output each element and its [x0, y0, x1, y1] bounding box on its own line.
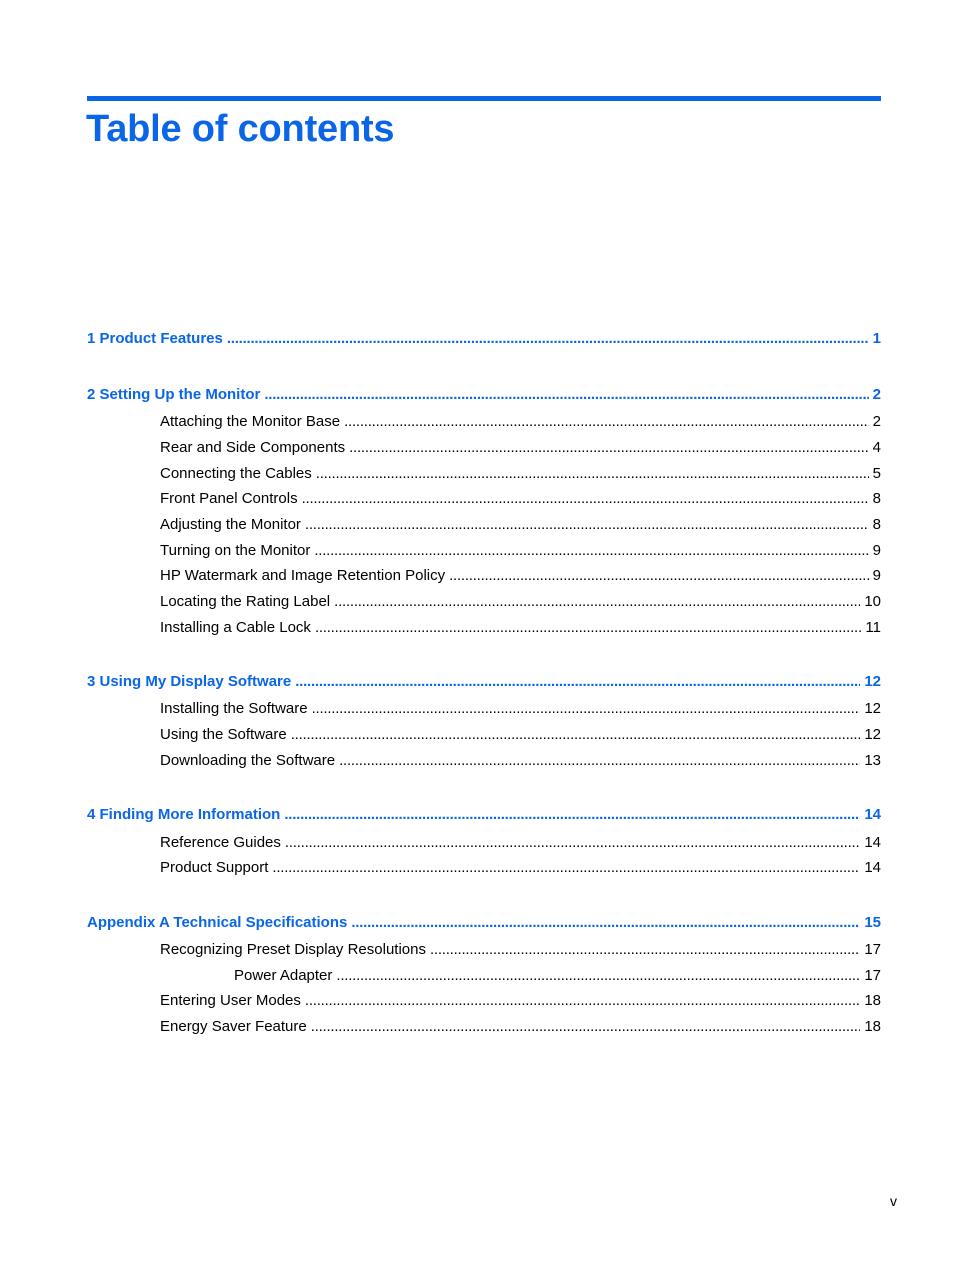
toc-entry-page: 18 — [864, 1018, 881, 1035]
toc-dot-leader — [302, 489, 869, 509]
toc-entry-label: Front Panel Controls — [160, 490, 298, 507]
toc-entry-page: 15 — [864, 914, 881, 931]
toc-chapter-link[interactable] — [87, 913, 881, 933]
toc-dot-leader — [336, 966, 860, 986]
toc-dot-leader — [291, 725, 861, 745]
toc-entry-page: 10 — [864, 593, 881, 610]
toc-section-link[interactable] — [160, 699, 881, 719]
toc-entry-page: 8 — [872, 516, 881, 533]
toc-dot-leader — [264, 385, 868, 405]
toc-chapter-link[interactable] — [87, 805, 881, 825]
toc-dot-leader — [316, 464, 869, 484]
toc-entry-page: 12 — [864, 726, 881, 743]
toc-entry-label: Energy Saver Feature — [160, 1018, 307, 1035]
toc-entry-page: 5 — [872, 465, 881, 482]
toc-entry-page: 9 — [872, 567, 881, 584]
toc-entry-page: 13 — [864, 752, 881, 769]
toc-entry-label: Installing a Cable Lock — [160, 619, 311, 636]
toc-section-link[interactable] — [160, 725, 881, 745]
toc-entry-label: Recognizing Preset Display Resolutions — [160, 941, 426, 958]
toc-dot-leader — [351, 913, 860, 933]
toc-section-link[interactable] — [160, 541, 881, 561]
toc-section-link[interactable] — [160, 412, 881, 432]
page-title: Table of contents — [86, 108, 395, 150]
toc-entry-page: 12 — [864, 700, 881, 717]
toc-dot-leader — [305, 991, 860, 1011]
toc-dot-leader — [272, 858, 860, 878]
toc-entry-page: 17 — [864, 941, 881, 958]
toc-dot-leader — [315, 618, 861, 638]
toc-section-link[interactable] — [160, 618, 881, 638]
toc-section-link[interactable] — [160, 1017, 881, 1037]
toc-dot-leader — [284, 805, 860, 825]
toc-chapter-link[interactable] — [87, 672, 881, 692]
toc-entry-label: Connecting the Cables — [160, 465, 312, 482]
toc-entry-label: 1 Product Features — [87, 330, 223, 347]
toc-entry-label: HP Watermark and Image Retention Policy — [160, 567, 446, 584]
toc-entry-label: 3 Using My Display Software — [87, 673, 292, 690]
toc-dot-leader — [227, 329, 869, 349]
toc-section-link[interactable] — [160, 940, 881, 960]
toc-dot-leader — [295, 672, 860, 692]
toc-chapter-link[interactable] — [87, 385, 881, 405]
toc-entry-page: 17 — [864, 967, 881, 984]
toc-entry-page: 8 — [872, 490, 881, 507]
toc-section-link[interactable] — [160, 489, 881, 509]
toc-entry-label: Turning on the Monitor — [160, 542, 311, 559]
toc-section-link[interactable] — [160, 566, 881, 586]
page-number: v — [890, 1193, 897, 1209]
toc-dot-leader — [430, 940, 860, 960]
toc-entry-label: Product Support — [160, 859, 269, 876]
toc-entry-page: 2 — [872, 413, 881, 430]
toc-entry-label: Using the Software — [160, 726, 287, 743]
toc-section-link[interactable] — [160, 464, 881, 484]
toc-entry-label: Adjusting the Monitor — [160, 516, 301, 533]
toc-entry-label: Attaching the Monitor Base — [160, 413, 341, 430]
toc-dot-leader — [311, 1017, 861, 1037]
toc-dot-leader — [344, 412, 869, 432]
toc-entry-page: 14 — [864, 806, 881, 823]
toc-entry-page: 14 — [864, 859, 881, 876]
toc-entry-label: Entering User Modes — [160, 992, 301, 1009]
toc-dot-leader — [312, 699, 861, 719]
toc-chapter-link[interactable] — [87, 329, 881, 349]
toc-entry-label: Reference Guides — [160, 834, 281, 851]
toc-dot-leader — [349, 438, 869, 458]
toc-entry-label: Locating the Rating Label — [160, 593, 331, 610]
toc-entry-page: 11 — [865, 619, 881, 636]
toc-section-link[interactable] — [160, 751, 881, 771]
toc-entry-page: 9 — [872, 542, 881, 559]
toc-entry-label: Downloading the Software — [160, 752, 336, 769]
toc-entry-label: 4 Finding More Information — [87, 806, 281, 823]
toc-dot-leader — [314, 541, 868, 561]
toc-entry-label: Power Adapter — [234, 967, 333, 984]
toc-dot-leader — [449, 566, 869, 586]
toc-entry-page: 1 — [872, 330, 881, 347]
toc-dot-leader — [285, 833, 860, 853]
toc-entry-label: Installing the Software — [160, 700, 308, 717]
toc-section-link[interactable] — [160, 438, 881, 458]
toc-entry-label: Rear and Side Components — [160, 439, 346, 456]
toc-entry-page: 14 — [864, 834, 881, 851]
toc-entry-label: Appendix A Technical Specifications — [87, 914, 348, 931]
toc-entry-label: 2 Setting Up the Monitor — [87, 386, 261, 403]
toc-section-link[interactable] — [160, 515, 881, 535]
toc-entry-page: 18 — [864, 992, 881, 1009]
toc-section-link[interactable] — [160, 858, 881, 878]
toc-dot-leader — [339, 751, 860, 771]
toc-section-link[interactable] — [234, 966, 881, 986]
toc-dot-leader — [305, 515, 869, 535]
toc-dot-leader — [334, 592, 860, 612]
toc-section-link[interactable] — [160, 592, 881, 612]
toc-entry-page: 2 — [872, 386, 881, 403]
toc-section-link[interactable] — [160, 991, 881, 1011]
toc-section-link[interactable] — [160, 833, 881, 853]
toc-entry-page: 12 — [864, 673, 881, 690]
toc-entry-page: 4 — [872, 439, 881, 456]
